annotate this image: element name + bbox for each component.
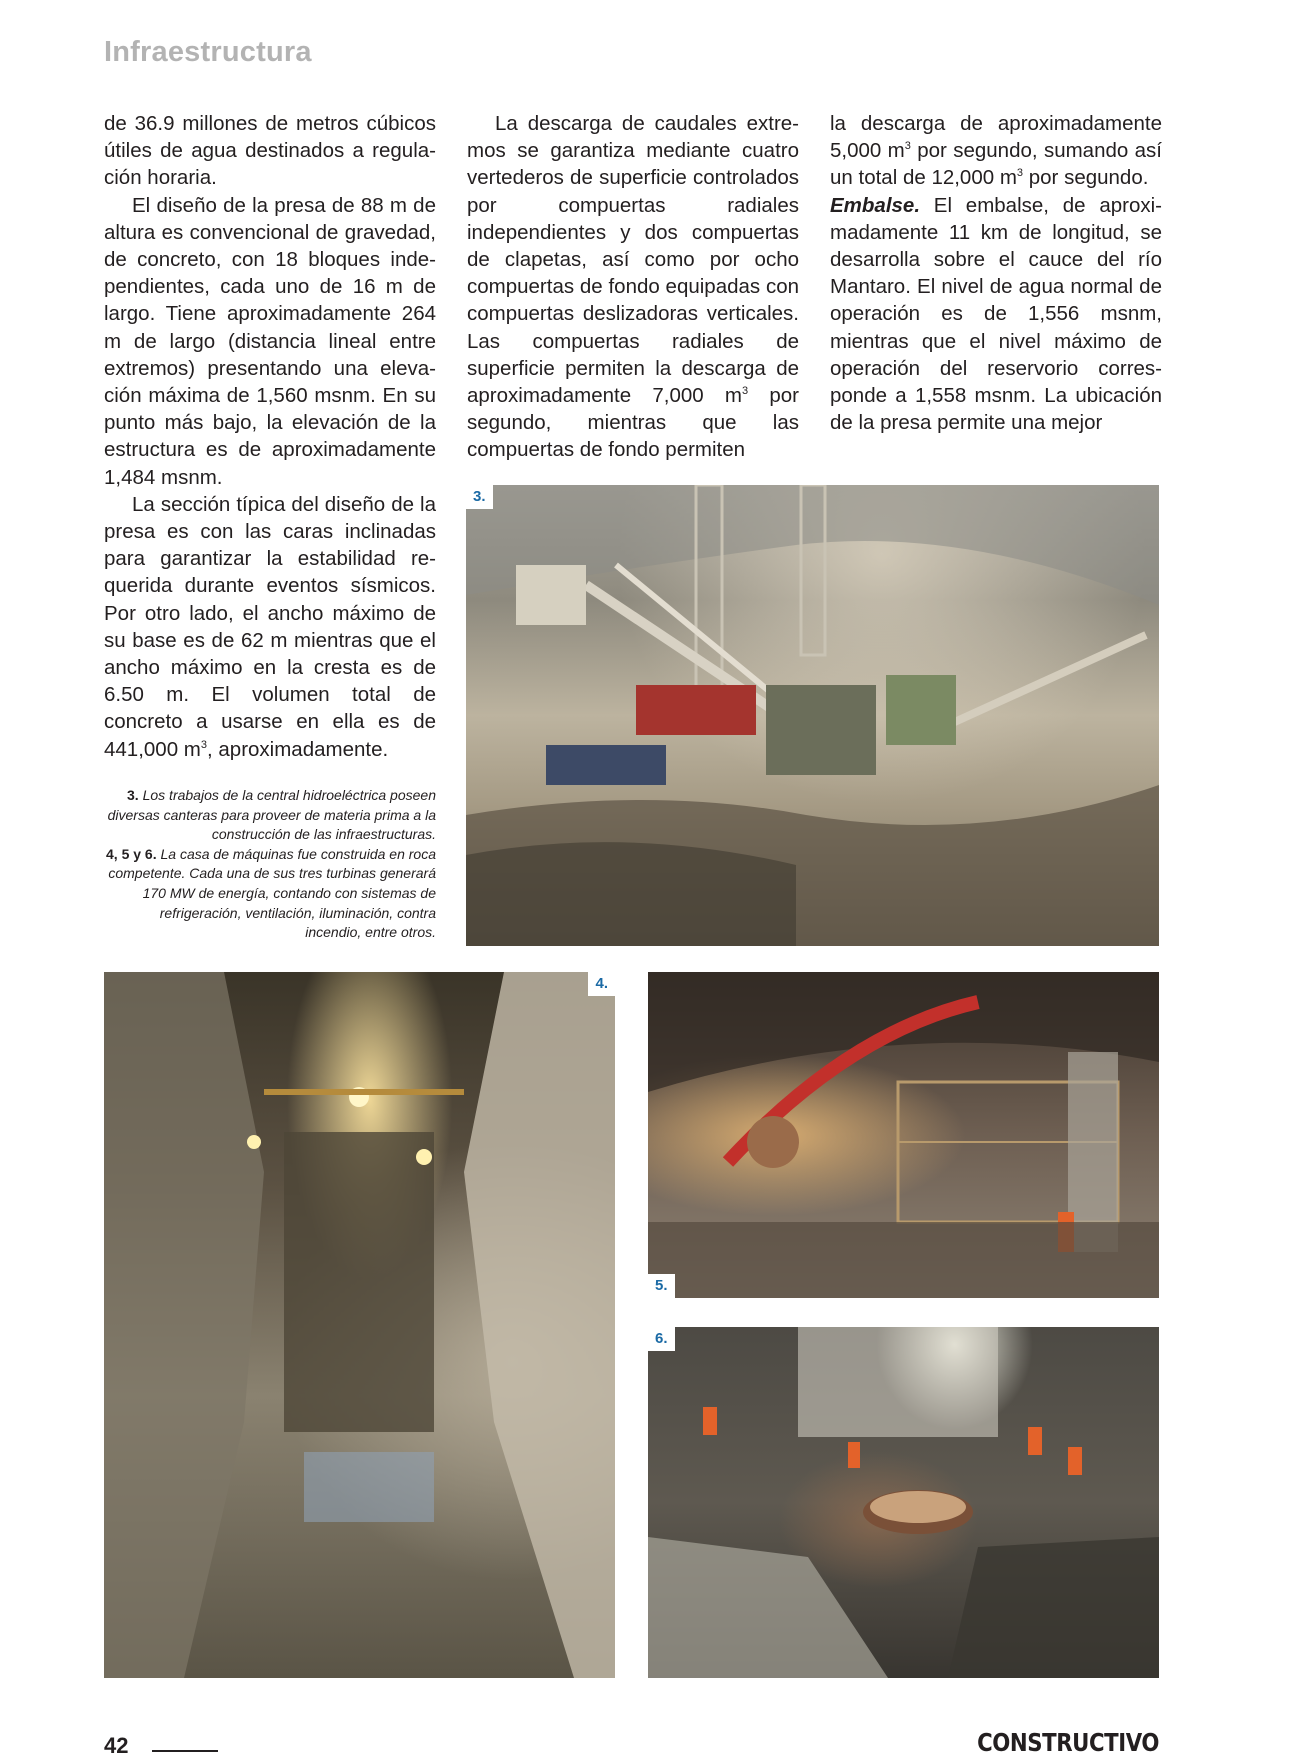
superscript: 3: [741, 385, 749, 398]
section-title: Infraestructura: [104, 36, 312, 68]
superscript: 3: [904, 140, 911, 153]
paragraph-text: por segundo.: [1023, 166, 1149, 190]
turbine-pit-illustration: [648, 1327, 1159, 1678]
cavern-illustration: [104, 972, 615, 1678]
magazine-brand: CONSTRUCTIVO: [977, 1728, 1159, 1757]
photo-number-label: 3.: [466, 485, 493, 509]
photo-powerhouse-cavern: [104, 972, 615, 1678]
superscript: 3: [1016, 167, 1024, 180]
photo-number-label: 4.: [588, 972, 615, 996]
paragraph-text: por segundo, mientras que las compuertas de fondo permiten: [467, 384, 799, 462]
footer-rule: [152, 1750, 218, 1752]
article-column-3: [830, 110, 1162, 436]
paragraph: El diseño de la presa de 88 m de altura es convencional de gravedad, de concreto, con 18 bloques independientes, cada uno de 16 m de largo. Tiene aproximadamente 264 m de largo (distancia lineal entre extremos) presentando una elevación máxima de 1,560 msnm. En su punto más bajo, la elevación de la estructura es de aproximadamente 1,484 msnm.: [104, 193, 436, 489]
article-column-1: [104, 110, 436, 763]
caption-text: La casa de máquinas fue construida en roca competente. Cada una de sus tres turbinas generará 170 MW de energía, contando con sistemas de refrigeración, ventilación, iluminación, contra incendio, entre otros.: [108, 845, 436, 941]
paragraph-text: La sección típica del diseño de la presa es con las caras inclinadas para garantizar la estabilidad requerida durante eventos sísmicos. Por otro lado, el ancho máximo de su base es de 62 m mientras que el ancho máximo en la cresta es de 6.50 m. El volumen total de concreto a usarse en ella es de 441,000 m: [104, 492, 436, 761]
paragraph: [830, 192, 1162, 437]
paragraph: [467, 110, 799, 464]
caption-number: 4, 5 y 6.: [106, 845, 157, 862]
paragraph-text: por segundo, sumando así un total de 12,000 m: [830, 139, 1162, 190]
caption-text: Los trabajos de la central hidroeléctrica poseen diversas canteras para proveer de materia prima a la construcción de las infraestructuras.: [107, 787, 436, 843]
page-number: 42: [104, 1733, 129, 1758]
photo-quarry: [466, 485, 1159, 946]
paragraph: [830, 110, 1162, 192]
quarry-illustration: [466, 485, 1159, 946]
caption-number: 3.: [127, 787, 139, 803]
paragraph: de 36.9 millones de metros cúbicos útiles de agua destinados a regulación horaria.: [104, 112, 436, 190]
photo-caption: [104, 786, 436, 943]
paragraph-text: La descarga de caudales extremos se garantiza mediante cuatro vertederos de superficie controlados por compuertas radiales independientes y dos compuertas de clapetas, así como por ocho compuertas de fondo equipadas con compuertas deslizadoras verticales. Las compuertas radiales de superficie permiten la descarga de aproximadamente 7,000 m: [467, 112, 799, 408]
paragraph-text: , aproximadamente.: [207, 737, 389, 761]
photo-number-label: 5.: [648, 1274, 675, 1298]
photo-number-label: 6.: [648, 1327, 675, 1351]
superscript: 3: [200, 738, 207, 751]
caption-line: [104, 786, 436, 845]
photo-turbine-installation: [648, 972, 1159, 1298]
paragraph: [104, 491, 436, 763]
photo-turbine-pit: [648, 1327, 1159, 1678]
caption-line: [104, 845, 436, 943]
article-column-2: [467, 110, 799, 464]
paragraph-text: El embalse, de aproximadamente 11 km de longitud, se desarrolla sobre el cauce del río Mantaro. El nivel de agua normal de operación es de 1,556 msnm, mientras que el nivel máximo de operación del reservorio corresponde a 1,558 msnm. La ubicación de la presa permite una mejor: [830, 193, 1162, 435]
subheading: Embalse.: [830, 193, 921, 217]
turbine-illustration: [648, 972, 1159, 1298]
paragraph-text: la descarga de aproximadamente 5,000 m: [830, 112, 1162, 163]
